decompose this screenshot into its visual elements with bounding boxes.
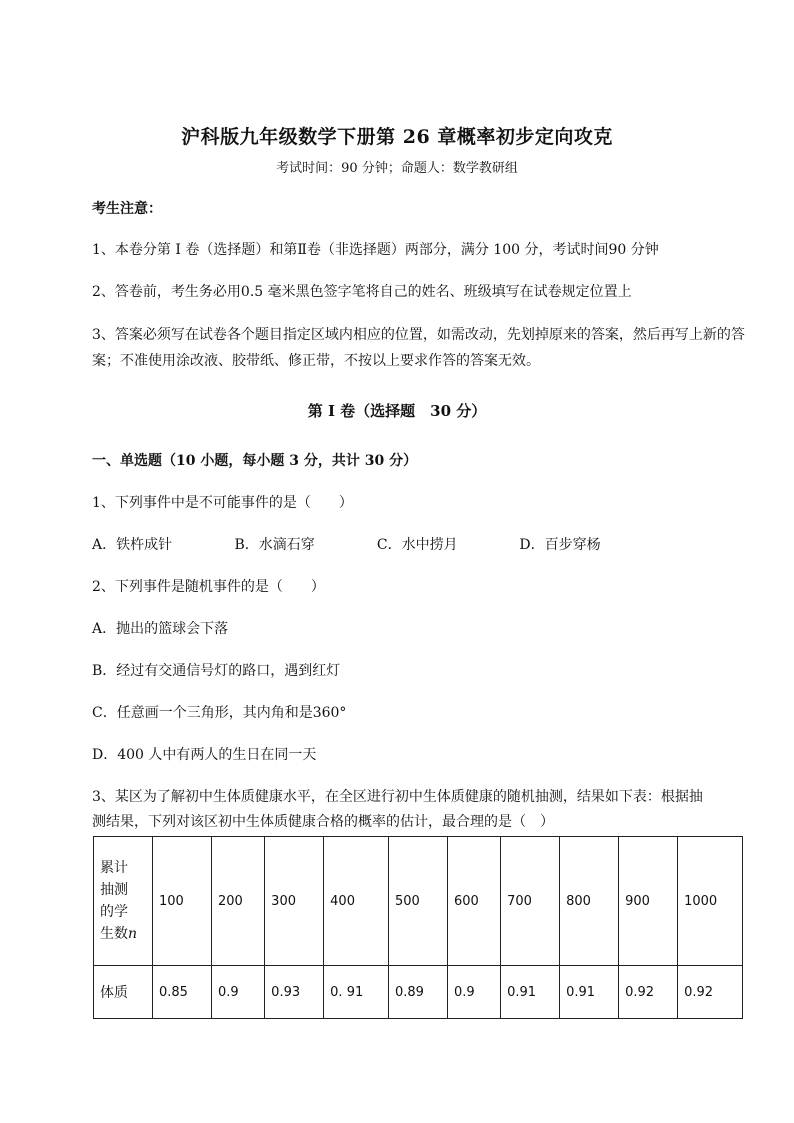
table-row-header-fitness: 体质 bbox=[94, 966, 153, 1019]
question-2-stem: 2、下列事件是随机事件的是（ ） bbox=[92, 579, 325, 595]
table-cell: 0.89 bbox=[388, 966, 447, 1019]
question-2-option-c: C．任意画一个三角形，其内角和是360° bbox=[92, 705, 347, 721]
notice-item-1: 1、本卷分第 I 卷（选择题）和第Ⅱ卷（非选择题）两部分，满分 100 分，考试时间90 分钟 bbox=[92, 242, 659, 258]
exam-subtitle: 考试时间：90 分钟；命题人：数学教研组 bbox=[276, 161, 518, 176]
question-1-stem: 1、下列事件中是不可能事件的是（ ） bbox=[92, 495, 353, 511]
table-cell: 0.93 bbox=[265, 966, 324, 1019]
table-cell: 0.85 bbox=[153, 966, 212, 1019]
question-1-option-c: C．水中捞月 bbox=[376, 537, 458, 553]
notice-item-3: 3、答案必须写在试卷各个题目指定区域内相应的位置，如需改动，先划掉原来的答案，然后再写上新的答案；不准使用涂改液、胶带纸、修正带，不按以上要求作答的答案无效。 bbox=[92, 327, 745, 369]
question-2-option-d: D．400 人中有两人的生日在同一天 bbox=[92, 747, 317, 763]
question-2-option-a: A．抛出的篮球会下落 bbox=[92, 621, 229, 637]
notice-item-2: 2、答卷前，考生务必用0.5 毫米黑色签字笔将自己的姓名、班级填写在试卷规定位置上 bbox=[92, 284, 632, 300]
table-cell: 200 bbox=[211, 837, 264, 966]
table-cell: 0.92 bbox=[619, 966, 678, 1019]
table-cell: 0.91 bbox=[501, 966, 560, 1019]
question-1-option-b: B．水滴石穿 bbox=[234, 537, 315, 553]
question-1-options bbox=[92, 534, 752, 556]
table-cell: 0.9 bbox=[447, 966, 500, 1019]
question-2-option-b: B．经过有交通信号灯的路口，遇到红灯 bbox=[92, 663, 341, 679]
table-cell: 300 bbox=[265, 837, 324, 966]
table-cell: 700 bbox=[501, 837, 560, 966]
table-row-sample-count bbox=[94, 837, 743, 966]
notice-heading: 考生注意： bbox=[92, 201, 162, 217]
table-cell: 100 bbox=[153, 837, 212, 966]
table-cell: 900 bbox=[619, 837, 678, 966]
table-cell: 0.91 bbox=[560, 966, 619, 1019]
table-cell: 0.9 bbox=[211, 966, 264, 1019]
sampling-table bbox=[93, 836, 743, 1019]
table-cell: 1000 bbox=[678, 837, 743, 966]
table-row-header-sample-count: 累计 抽测 的学 生数n bbox=[94, 837, 153, 966]
table-cell: 800 bbox=[560, 837, 619, 966]
part-heading: 一、单选题（10 小题，每小题 3 分，共计 30 分） bbox=[92, 453, 418, 469]
question-3-stem-line2: 测结果，下列对该区初中生体质健康合格的概率的估计，最合理的是（ ） bbox=[92, 814, 554, 830]
question-1-option-d: D．百步穿杨 bbox=[519, 537, 601, 553]
table-cell: 500 bbox=[388, 837, 447, 966]
table-cell: 0.92 bbox=[678, 966, 743, 1019]
question-1-option-a: A．铁杵成针 bbox=[92, 537, 173, 553]
table-cell: 400 bbox=[324, 837, 389, 966]
table-cell: 0. 91 bbox=[324, 966, 389, 1019]
table-row-fitness bbox=[94, 966, 743, 1019]
exam-title: 沪科版九年级数学下册第 26 章概率初步定向攻克 bbox=[181, 126, 613, 148]
table-cell: 600 bbox=[447, 837, 500, 966]
section-title: 第 I 卷（选择题 30 分） bbox=[307, 402, 487, 420]
question-3-stem-line1: 3、某区为了解初中生体质健康水平，在全区进行初中生体质健康的随机抽测，结果如下表：根据抽 bbox=[92, 789, 703, 805]
